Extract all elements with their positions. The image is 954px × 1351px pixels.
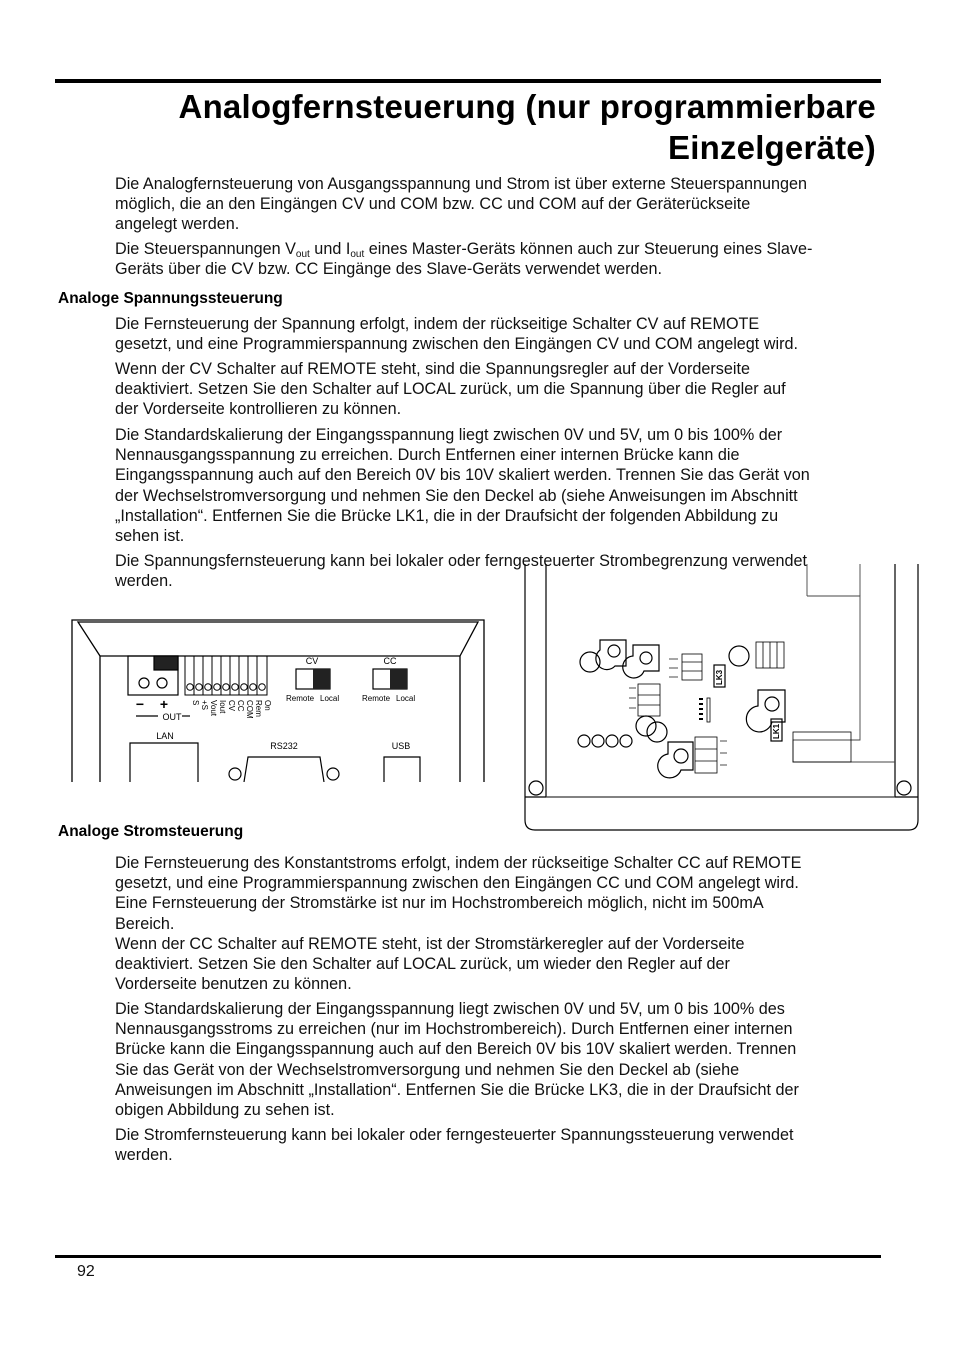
- out-minus-label: −: [135, 696, 145, 712]
- bottom-rule: [55, 1255, 881, 1258]
- cc-switch-label: CC: [383, 656, 397, 666]
- text-line: Geräts über die CV bzw. CC Eingänge des Slave-Geräts verwendet werden.: [115, 260, 663, 279]
- cv-switch: [296, 669, 330, 689]
- terminal-labels: [191, 700, 272, 719]
- page-title-line-1: Analogfernsteuerung (nur programmierbare: [178, 88, 876, 125]
- cc-remote-label: Remote: [362, 694, 391, 703]
- current-paragraph-1: [115, 853, 885, 994]
- text-line: Die Standardskalierung der Eingangsspannung liegt zwischen 0V und 5V, um 0 bis 100% des: [115, 1000, 785, 1018]
- text-line: [115, 239, 885, 259]
- page-title: [76, 86, 876, 168]
- text-line: deaktiviert. Setzen Sie den Schalter auf LOCAL zurück, um wieder den Regler auf der: [115, 955, 730, 974]
- board-trace: [793, 596, 895, 762]
- panel-outline: [72, 620, 484, 782]
- lk1-label: LK1: [772, 723, 781, 739]
- board-outline: [525, 564, 918, 830]
- text-line: angelegt werden.: [115, 215, 240, 234]
- current-paragraph-3: [115, 1125, 885, 1165]
- text-line: obigen Abbildung zu sehen ist.: [115, 1101, 335, 1120]
- rs232-port: [229, 757, 339, 782]
- cv-local-label: Local: [320, 694, 340, 703]
- text-line: deaktiviert. Setzen Sie den Schalter auf LOCAL zurück, um die Spannung über die Regler auf: [115, 380, 786, 399]
- text-line: Die Fernsteuerung des Konstantstroms erfolgt, indem der rückseitige Schalter CC auf REMOTE: [115, 854, 802, 872]
- text-line: gesetzt, und eine Programmierspannung zwischen den Eingängen CV und COM angelegt wird.: [115, 335, 798, 354]
- text-line: Die Standardskalierung der Eingangsspannung liegt zwischen 0V und 5V, um 0 bis 100% der: [115, 426, 783, 444]
- intro-paragraph-1: [115, 174, 885, 235]
- text-line: Sie das Gerät von der Wechselstromversorgung und nehmen Sie den Deckel ab (siehe: [115, 1060, 740, 1079]
- text-line: Die Analogfernsteuerung von Ausgangsspannung und Strom ist über externe Steuerspannungen: [115, 175, 808, 193]
- out-plus-label: +: [159, 696, 169, 712]
- text-line: Die Spannungsfernsteuerung kann bei lokaler oder ferngesteuerter Strombegrenzung verwendet: [115, 552, 807, 570]
- out-label: OUT: [162, 712, 182, 722]
- terminal-label-com: COM: [245, 700, 254, 719]
- text-line: Wenn der CV Schalter auf REMOTE steht, sind die Spannungsregler auf der Vorderseite: [115, 360, 750, 378]
- lk3-jumper: [714, 665, 725, 687]
- page-title-line-2: Einzelgeräte): [668, 129, 876, 166]
- current-paragraph-2: [115, 999, 885, 1120]
- subscript-out: out: [350, 249, 365, 260]
- text-run: und I: [309, 240, 351, 258]
- text-line: werden.: [115, 1146, 173, 1165]
- text-line: möglich, die an den Eingängen CV und COM bzw. CC und COM auf der Geräterückseite: [115, 195, 751, 214]
- rear-panel-figure: [68, 612, 490, 782]
- terminal-label-iout: Iout: [218, 700, 227, 714]
- terminal-label-on: On: [263, 700, 272, 711]
- text-line: Vorderseite benutzen zu können.: [115, 975, 352, 994]
- text-line: Nennausgangsspannung zu erreichen. Durch Entfernen einer internen Brücke kann die: [115, 446, 740, 465]
- control-terminal-block: [185, 656, 267, 695]
- text-line: Die Stromfernsteuerung kann bei lokaler oder ferngesteuerter Spannungssteuerung verwendet: [115, 1126, 794, 1144]
- text-run: Die Steuerspannungen V: [115, 240, 296, 258]
- text-line: sehen ist.: [115, 527, 185, 546]
- text-line: Anweisungen im Abschnitt „Installation“. Entfernen Sie die Brücke LK3, die in der Draufsicht der: [115, 1080, 799, 1099]
- voltage-paragraph-2: [115, 359, 885, 420]
- text-line: Nennausgangsstroms zu erreichen (nur im Hochstrombereich). Durch Entfernen einer internen: [115, 1020, 793, 1039]
- text-line: der Wechselstromversorgung und nehmen Sie den Deckel ab (siehe Anweisungen im Abschnitt: [115, 486, 798, 505]
- text-line: Eingangsspannung auch auf den Bereich 0V bis 10V skaliert werden. Trennen Sie das Gerät von: [115, 466, 810, 485]
- lan-port: [130, 743, 198, 782]
- text-line: werden.: [115, 572, 173, 591]
- text-line: Eine Fernsteuerung der Stromstärke ist nur im Hochstrombereich möglich, nicht im 500mA: [115, 894, 764, 913]
- section-heading-current: Analoge Stromsteuerung: [58, 823, 244, 840]
- lk3-label: LK3: [715, 669, 724, 685]
- top-rule: [55, 79, 881, 83]
- intro-paragraph-2: [115, 239, 885, 279]
- cc-switch: [373, 669, 407, 689]
- text-line: Die Fernsteuerung der Spannung erfolgt, indem der rückseitige Schalter CV auf REMOTE: [115, 315, 760, 333]
- ic-chip: [699, 698, 710, 722]
- voltage-paragraph-3: [115, 425, 885, 546]
- terminal-label-rem: Rem: [254, 700, 263, 717]
- cv-remote-label: Remote: [286, 694, 315, 703]
- section-heading-voltage: Analoge Spannungssteuerung: [58, 290, 283, 307]
- subscript-out: out: [295, 249, 310, 260]
- terminal-label-vout: Vout: [209, 700, 218, 717]
- rs232-label: RS232: [270, 741, 298, 751]
- terminal-label-s: S: [191, 700, 200, 706]
- text-line: „Installation“. Entfernen Sie die Brücke LK1, die in der Draufsicht der folgenden Abbildung zu: [115, 506, 779, 525]
- page-number: 92: [77, 1263, 95, 1280]
- text-line: gesetzt, und eine Programmierspannung zwischen den Eingängen CC und COM angelegt wird.: [115, 874, 799, 893]
- cv-switch-label: CV: [305, 656, 319, 666]
- terminal-label-cc: CC: [236, 700, 245, 712]
- circuit-board-figure: [523, 562, 921, 832]
- terminal-label-cv: CV: [227, 700, 236, 712]
- text-line: Brücke kann die Eingangsspannung auch auf den Bereich 0V bis 10V skaliert werden. Trennen: [115, 1040, 797, 1059]
- voltage-paragraph-1: [115, 314, 885, 354]
- cc-local-label: Local: [396, 694, 416, 703]
- text-line: Wenn der CC Schalter auf REMOTE steht, ist der Stromstärkeregler auf der Vorderseite: [115, 934, 745, 953]
- text-line: Bereich.: [115, 914, 175, 933]
- lan-label: LAN: [156, 731, 174, 741]
- usb-label: USB: [391, 741, 411, 751]
- terminal-label-plus-s: +S: [200, 700, 209, 711]
- text-line: der Vorderseite kontrollieren zu können.: [115, 400, 402, 419]
- output-terminal-block: [128, 656, 178, 695]
- usb-port: [384, 757, 420, 782]
- text-run: eines Master-Geräts können auch zur Steuerung eines Slave-: [364, 240, 813, 258]
